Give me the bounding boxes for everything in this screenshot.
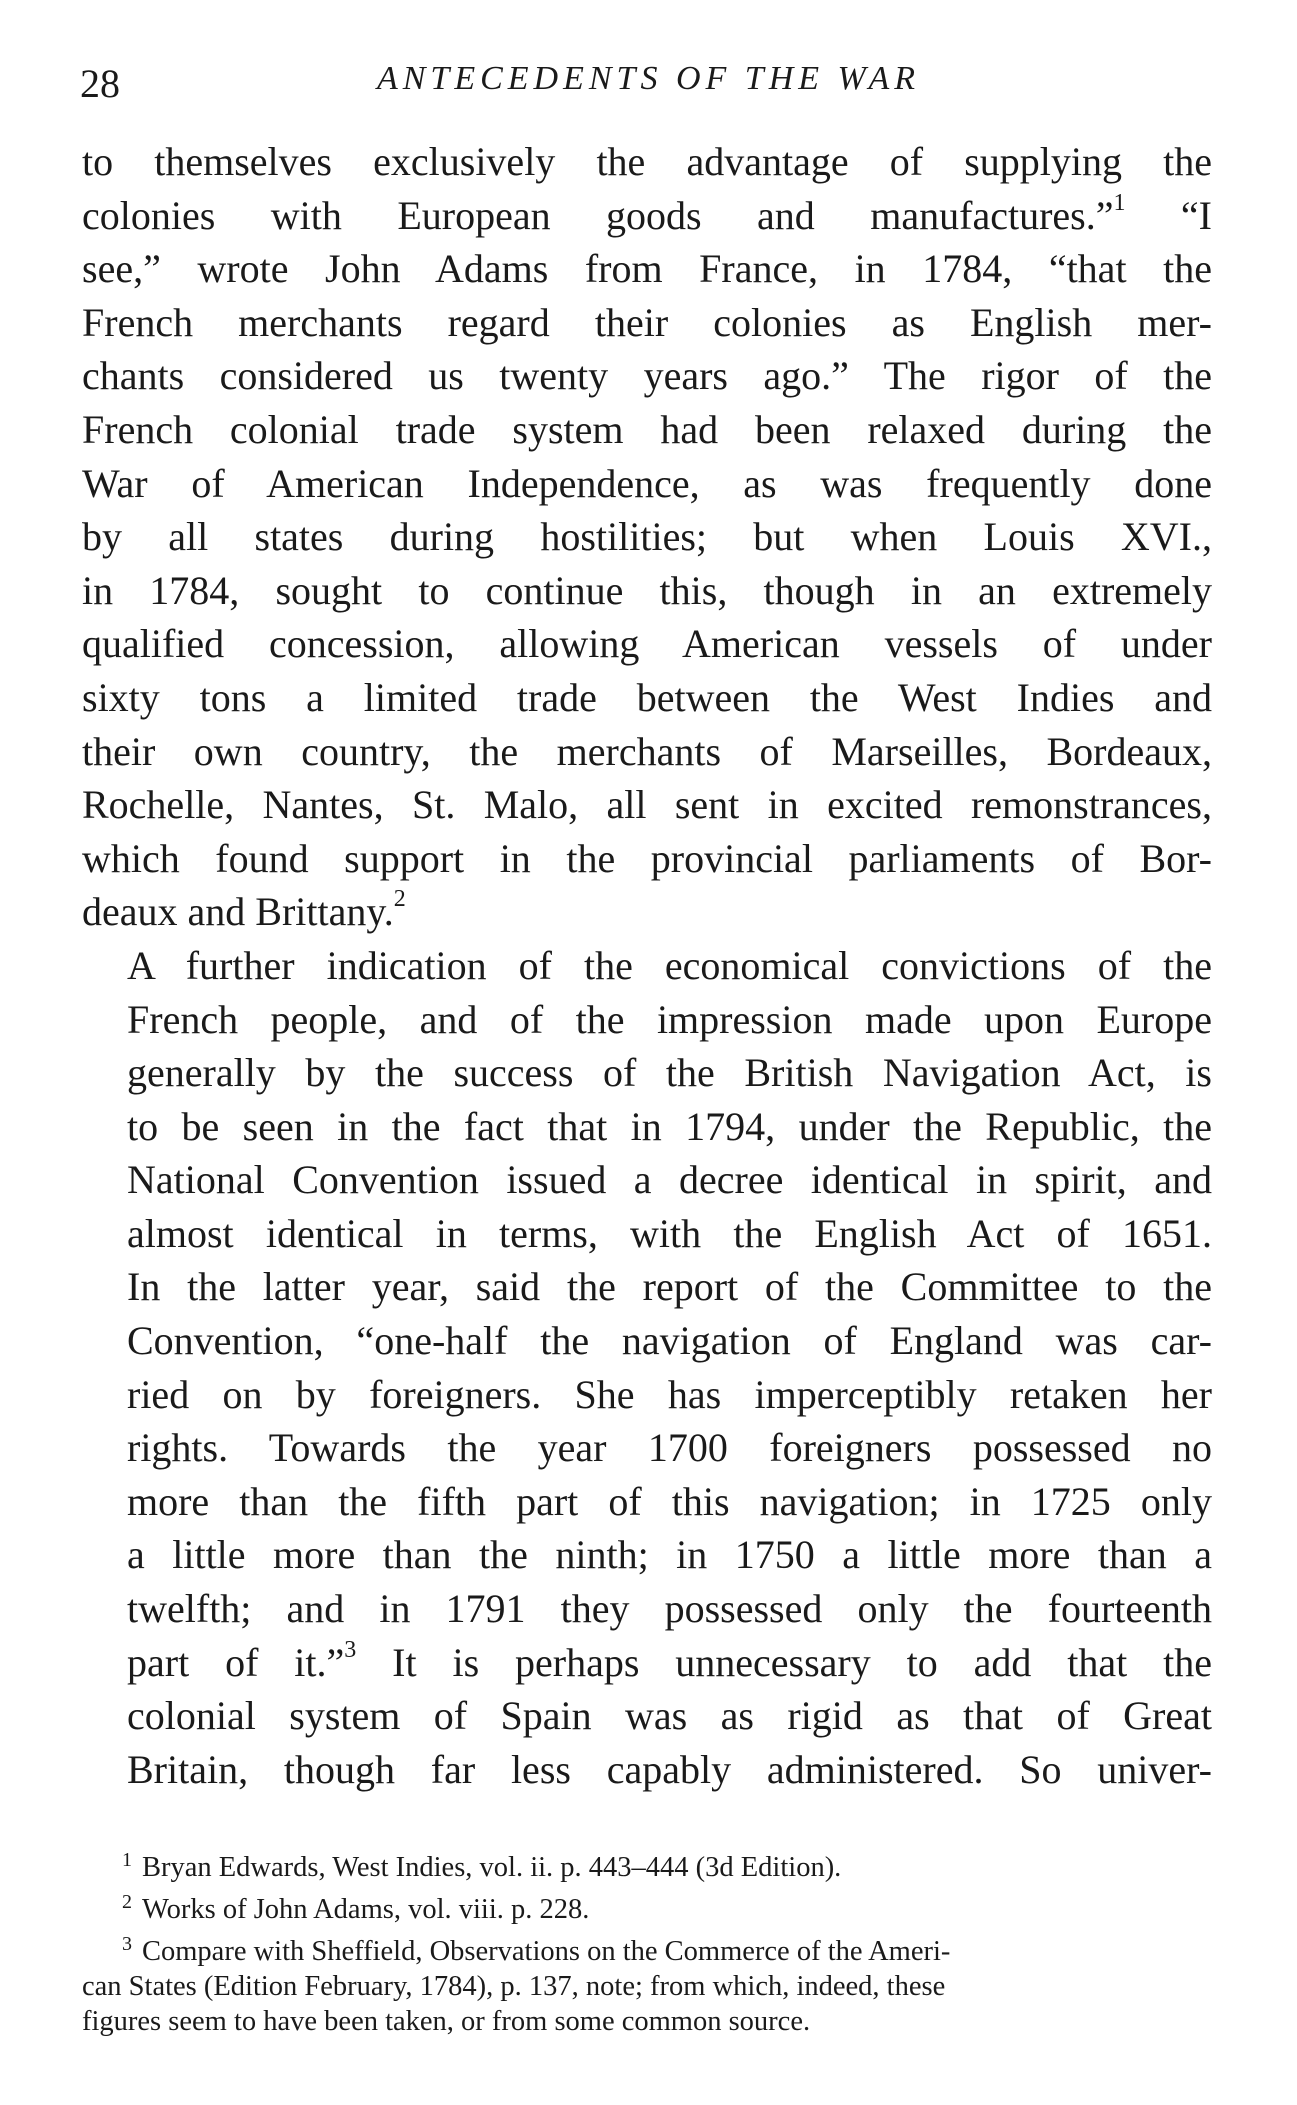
footnote-2 [82, 1885, 1212, 1927]
text-line: colonial system of Spain was as rigid as that of Great [127, 1693, 1212, 1739]
text-line: Convention, “one-half the navigation of England was car- [127, 1318, 1212, 1364]
footnote-marker: 2 [122, 1891, 132, 1913]
footnote-3 [82, 1927, 1212, 1969]
text-line: French colonial trade system had been relaxed during the [82, 406, 1212, 452]
text-line: by all states during hostilities; but when Louis XVI., [82, 514, 1212, 560]
text-line: in 1784, sought to continue this, though in an extremely [82, 567, 1212, 613]
text-line: Rochelle, Nantes, St. Malo, all sent in excited remonstrances, [82, 782, 1212, 828]
text-line: A further indication of the economical convictions of the [127, 942, 1212, 988]
text-line: a little more than the ninth; in 1750 a little more than a [127, 1532, 1212, 1578]
text-line: almost identical in terms, with the English Act of 1651. [127, 1210, 1212, 1256]
footnote-text: figures seem to have been taken, or from some common source. [82, 2006, 811, 2037]
text-line: to themselves exclusively the advantage of supplying the [82, 139, 1212, 184]
footnote-text: Works of John Adams, vol. viii. p. 228. [142, 1894, 590, 1925]
text-line: which found support in the provincial parliaments of Bor- [82, 835, 1212, 881]
footnote-3-continued [82, 2004, 1212, 2039]
text-line: see,” wrote John Adams from France, in 1784, “that the [82, 246, 1212, 292]
text-line: their own country, the merchants of Marseilles, Bordeaux, [82, 728, 1212, 774]
page-number: 28 [80, 61, 120, 106]
text-fragment: “I [1180, 192, 1212, 238]
footnote-marker: 3 [122, 1933, 132, 1955]
footnote-text: can States (Edition February, 1784), p. 137, note; from which, indeed, these [82, 1971, 946, 2002]
paragraph-1 [82, 135, 1212, 939]
footnote-ref-1: 1 [1113, 189, 1126, 216]
text-line: rights. Towards the year 1700 foreigners possessed no [127, 1425, 1212, 1471]
text-line: chants considered us twenty years ago.” The rigor of the [82, 353, 1212, 399]
text-line: French people, and of the impression made upon Europe [127, 996, 1212, 1042]
text-line: more than the fifth part of this navigation; in 1725 only [127, 1478, 1212, 1524]
text-fragment: It is perhaps unnecessary to add that the [392, 1639, 1212, 1685]
paragraph-2 [82, 939, 1212, 1797]
text-line: National Convention issued a decree identical in spirit, and [127, 1157, 1212, 1203]
footnote-marker: 1 [122, 1849, 132, 1871]
text-line: qualified concession, allowing American vessels of under [82, 621, 1212, 667]
text-line: War of American Independence, as was frequently done [82, 460, 1212, 506]
text-fragment: deaux and Brittany. [82, 889, 394, 935]
footnote-text: Compare with Sheffield, Observations on the Commerce of the Ameri- [142, 1936, 951, 1967]
text-line [82, 1636, 1212, 1690]
footnote-ref-2: 2 [393, 886, 406, 913]
text-line: sixty tons a limited trade between the West Indies and [82, 674, 1212, 720]
text-line: ried on by foreigners. She has imperceptibly retaken her [127, 1371, 1212, 1417]
text-line: generally by the success of the British Navigation Act, is [127, 1050, 1212, 1096]
text-line [82, 189, 1212, 243]
text-fragment: part of it.” [127, 1639, 345, 1685]
footnote-ref-3: 3 [344, 1636, 357, 1663]
running-title: ANTECEDENTS OF THE WAR [376, 60, 921, 97]
text-line: to be seen in the fact that in 1794, under the Republic, the [127, 1103, 1212, 1149]
footnote-3-continued [82, 1969, 1212, 2004]
text-line: In the latter year, said the report of the Committee to the [127, 1264, 1212, 1310]
text-line: twelfth; and in 1791 they possessed only the fourteenth [127, 1586, 1212, 1632]
footnote-text: Bryan Edwards, West Indies, vol. ii. p. 443–444 (3d Edition). [142, 1852, 842, 1883]
text-fragment: colonies with European goods and manufactures.” [82, 192, 1114, 238]
text-line: French merchants regard their colonies as English mer- [82, 299, 1212, 345]
body-text [82, 135, 1212, 1796]
text-line [82, 885, 1212, 939]
footnote-1 [82, 1843, 1212, 1885]
footnotes [82, 1843, 1212, 2039]
text-line: Britain, though far less capably administered. So univer- [127, 1746, 1212, 1792]
